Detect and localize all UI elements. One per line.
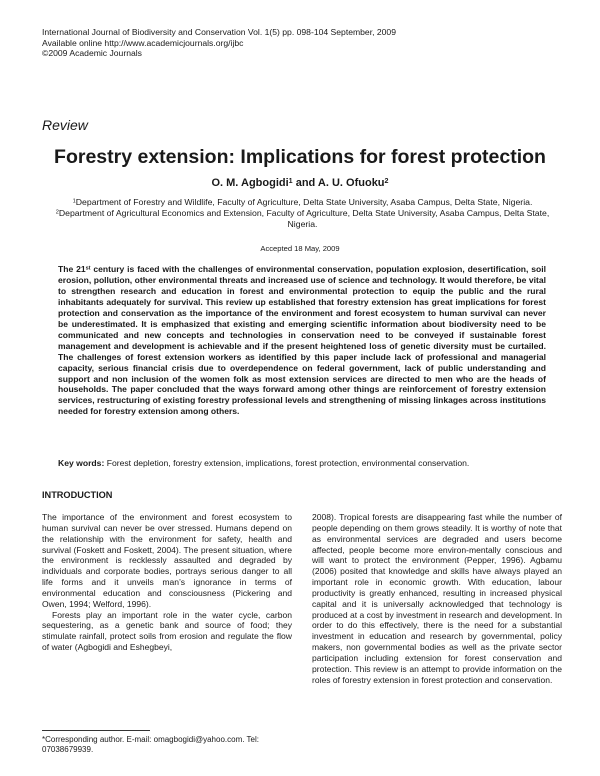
journal-citation-line: International Journal of Biodiversity and Conservation Vol. 1(5) pp. 098-104 September, 2009 (42, 27, 396, 37)
author-affiliation-mark: 1 (288, 176, 293, 185)
author-joiner: and (292, 177, 318, 189)
journal-header (42, 27, 396, 59)
affiliation-mark: 2 (55, 209, 59, 216)
affiliation-2 (40, 208, 565, 230)
abstract-lead-sup: st (85, 265, 91, 272)
right-column (312, 512, 562, 686)
accepted-date: Accepted 18 May, 2009 (260, 244, 340, 253)
article-type-label: Review (42, 117, 88, 133)
body-paragraph: Forests play an important role in the water cycle, carbon sequestering, as a genetic bank and source of food; they stimulate rainfall, protect soils from erosion and regulate the flow of water (Agbogidi and Eshegbeyi, (42, 609, 292, 653)
affiliation-mark: 1 (72, 198, 76, 205)
introduction-heading: INTRODUCTION (42, 490, 113, 500)
author-name: O. M. Agbogidi (211, 177, 289, 189)
affiliation-1 (40, 197, 565, 208)
keywords-text: Forest depletion, forestry extension, implications, forest protection, environmental conservation. (104, 458, 470, 468)
copyright-line: ©2009 Academic Journals (42, 48, 142, 59)
affiliation-text: Department of Forestry and Wildlife, Faculty of Agriculture, Delta State University, Asaba Campus, Delta State, Nigeria. (75, 197, 533, 207)
body-paragraph: The importance of the environment and forest ecosystem to human survival can never be over stressed. Humans depend on the relationship with the environment for safety, health and survival (Foskett and Foskett, 2004). The present situation, where the environment is recklessly assaulted and degraded by individuals and corporate bodies, portrays serious danger to all life forms and it unveils man’s ignorance in terms of environmental education and consciousness (Pickering and Owen, 1994; Welford, 1996). (42, 512, 292, 609)
author-name: A. U. Ofuoku (317, 177, 385, 189)
body-paragraph: 2008). Tropical forests are disappearing fast while the number of people depending on them grows steadily. It is worthy of note that as environmental services are degraded and users become affected, people become more environ-mentally conscious and will want to protect the environment (Pepper, 1996). Agbamu (2006) posited that knowledge and skills have always played an important role in economic growth. With education, labour productivity is greatly enhanced, resulting in increased physical capital and it is universally acknowledged that technology is produced at a cost by investment in research and development. In order to do this effectively, there is the need for a substantial investment in education and research by governmental, policy makers, non governmental bodies as well as the private sector participation including extension for forest conservation and protection. This review is an attempt to provide information on the roles of forestry extension in forest protection and conservation. (312, 512, 562, 685)
author-affiliation-mark: 2 (384, 176, 389, 185)
affiliations (40, 197, 565, 231)
journal-url-line: Available online http://www.academicjournals.org/ijbc (42, 37, 244, 48)
keywords (58, 458, 548, 468)
left-column (42, 512, 292, 653)
article-title: Forestry extension: Implications for forest protection (54, 146, 546, 168)
abstract (58, 264, 546, 417)
abstract-lead: The 21 (58, 264, 86, 274)
keywords-label: Key words: (58, 458, 105, 468)
author-line (0, 177, 600, 189)
affiliation-text: Department of Agricultural Economics and Extension, Faculty of Agriculture, Delta State University, Asaba Campus, Delta State, Nigeria. (58, 208, 550, 230)
corresponding-author-footnote: *Corresponding author. E-mail: omagbogidi@yahoo.com. Tel: 07038679939. (42, 735, 259, 754)
abstract-body: century is faced with the challenges of environmental conservation, population explosion, desertification, soil erosion, pollution, other environmental threats and increased use of science and technology. It would therefore, be vital to strengthen research and education in forest and environmental protection to equip the public and the rural inhabitants adequately for survival. This review up established that forestry extension has great implications for forest protection and conservation as the importance of the environment and forest ecosystem to human survival can never be underestimated. It is emphasized that existing and emerging scientific information about biodiversity need to be communicated and new concepts and technologies in conservation need to be conveyed if sustainable forest management and development is achievable and if the present heightened loss of genetic diversity must be curtailed. The challenges of forest extension workers as identified by this paper include lack of professional and managerial capacity, serious financial crisis due to overdependence on federal government, lack of public understanding and support and non inclusion of the women folk as most extension services are directed to men who are the heads of households. The paper concluded that the ways forward among other things are reinforcement of forestry extension services, restructuring of existing forestry professional levels and strengthening of missing linkages across institutions needed for forestry extension among others. (58, 264, 546, 417)
footnote-divider (42, 730, 150, 731)
